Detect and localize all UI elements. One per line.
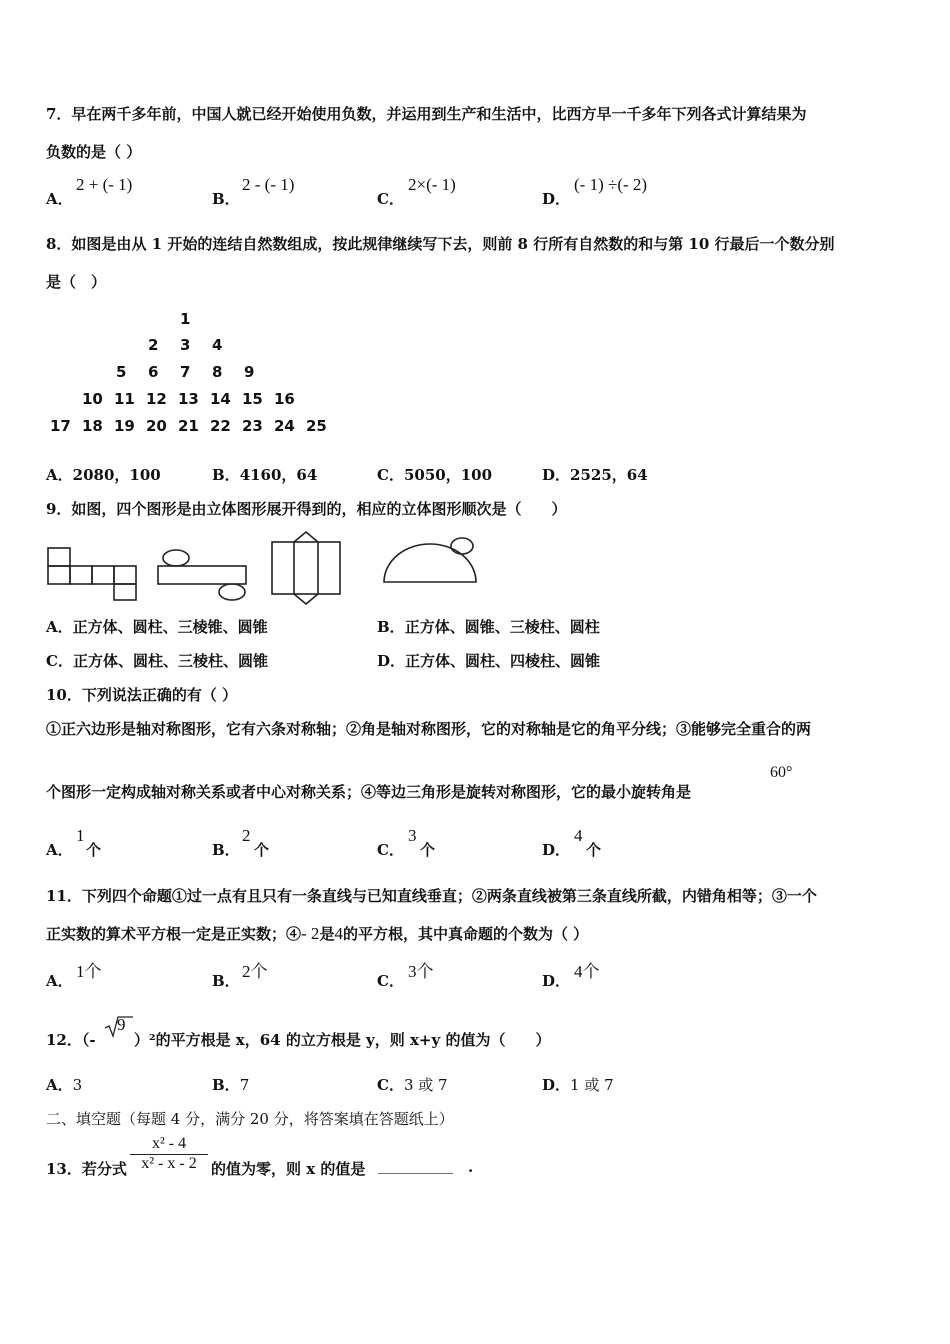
triangle-cell: 3 bbox=[180, 336, 191, 354]
q12-option-c: C．3 或 7 bbox=[377, 1076, 448, 1094]
q8-option-a: A．2080，100 bbox=[46, 466, 161, 484]
q12-radicand: 9 bbox=[117, 1015, 126, 1034]
q13-denominator: x² - x - 2 bbox=[130, 1154, 208, 1173]
q12-prefix: 12．（- bbox=[46, 1031, 96, 1049]
q10-option-c-num: 3 bbox=[408, 826, 417, 845]
q10-option-b-letter: B． bbox=[212, 841, 240, 859]
q11-option-d-text: 4个 bbox=[574, 962, 600, 981]
triangle-cell: 20 bbox=[146, 417, 167, 435]
q11-option-a-letter: A． bbox=[46, 972, 73, 990]
q11-option-a-text: 1个 bbox=[76, 962, 102, 981]
q10-statements-line1: ①正六边形是轴对称图形，它有六条对称轴；②角是轴对称图形，它的对称轴是它的角平分线；③能够完全重合的两 bbox=[46, 720, 812, 738]
q7-stem-line2: 负数的是（ ） bbox=[46, 143, 142, 161]
triangle-cell: 14 bbox=[210, 390, 231, 408]
q11-stem-line2: 正实数的算术平方根一定是正实数；④- 2是4的平方根，其中真命题的个数为（ ） bbox=[46, 924, 589, 943]
q13-suffix: 的值为零，则 x 的值是 bbox=[211, 1160, 366, 1178]
q7-option-b-expr: 2 - (- 1) bbox=[242, 175, 295, 194]
q10-option-a-num: 1 bbox=[76, 826, 85, 845]
q13-fraction bbox=[130, 1135, 208, 1173]
q10-option-a-letter: A． bbox=[46, 841, 73, 859]
q10-option-b-unit: 个 bbox=[254, 841, 270, 859]
triangle-cell: 21 bbox=[178, 417, 199, 435]
cone-net bbox=[384, 538, 476, 582]
triangle-cell: 22 bbox=[210, 417, 231, 435]
q10-option-d-letter: D． bbox=[542, 841, 571, 859]
triangle-cell: 25 bbox=[306, 417, 327, 435]
q8-stem-line1: 8．如图是由从 1 开始的连结自然数组成，按此规律继续写下去，则前 8 行所有自然数的和与第 10 行最后一个数分别 bbox=[46, 235, 835, 253]
triangle-cell: 18 bbox=[82, 417, 103, 435]
triangle-cell: 24 bbox=[274, 417, 295, 435]
q11-option-b-letter: B． bbox=[212, 972, 240, 990]
q10-option-d-unit: 个 bbox=[586, 841, 602, 859]
q7-option-a-letter: A． bbox=[46, 190, 73, 208]
q10-option-c-letter: C． bbox=[377, 841, 404, 859]
q13-prefix: 13．若分式 bbox=[46, 1160, 127, 1178]
q10-option-b-num: 2 bbox=[242, 826, 251, 845]
triangle-cell: 8 bbox=[212, 363, 223, 381]
q8-option-c: C．5050，100 bbox=[377, 466, 493, 484]
q11-option-d-letter: D． bbox=[542, 972, 571, 990]
triangle-cell: 4 bbox=[212, 336, 223, 354]
q11-option-c-letter: C． bbox=[377, 972, 404, 990]
triangle-cell: 2 bbox=[148, 336, 159, 354]
triangle-cell: 10 bbox=[82, 390, 103, 408]
q10-option-c-unit: 个 bbox=[420, 841, 436, 859]
triangle-cell: 5 bbox=[116, 363, 127, 381]
triangle-cell: 6 bbox=[148, 363, 159, 381]
triangle-cell: 19 bbox=[114, 417, 135, 435]
section2-title: 二、填空题（每题 4 分，满分 20 分，将答案填在答题纸上） bbox=[46, 1110, 454, 1128]
q12-option-b: B．7 bbox=[212, 1076, 250, 1094]
triangle-cell: 7 bbox=[180, 363, 191, 381]
q12-suffix: ）²的平方根是 x，64 的立方根是 y，则 x+y 的值为（ ） bbox=[134, 1031, 551, 1049]
q9-stem: 9．如图，四个图形是由立体图形展开得到的，相应的立体图形顺次是（ ） bbox=[46, 500, 567, 518]
q7-option-c-expr: 2×(- 1) bbox=[408, 175, 456, 194]
q7-option-c-letter: C． bbox=[377, 190, 404, 208]
q12-option-d: D．1 或 7 bbox=[542, 1076, 614, 1094]
q13-numerator: x² - 4 bbox=[151, 1135, 187, 1152]
triangle-cell: 13 bbox=[178, 390, 199, 408]
q12-option-a: A．3 bbox=[46, 1076, 83, 1094]
prism-net bbox=[272, 532, 340, 604]
q10-angle: 60° bbox=[770, 764, 793, 781]
q7-stem-line1: 7．早在两千多年前，中国人就已经开始使用负数，并运用到生产和生活中，比西方早一千多年下列各式计算结果为 bbox=[46, 105, 807, 123]
q11-stem-line1: 11．下列四个命题①过一点有且只有一条直线与已知直线垂直；②两条直线被第三条直线所截，内错角相等；③一个 bbox=[46, 887, 817, 905]
triangle-cell: 23 bbox=[242, 417, 263, 435]
triangle-cell: 16 bbox=[274, 390, 295, 408]
q13-end: . bbox=[468, 1158, 474, 1176]
triangle-cell: 11 bbox=[114, 390, 135, 408]
triangle-cell: 15 bbox=[242, 390, 263, 408]
net-figures bbox=[0, 530, 520, 605]
q11-option-c-text: 3个 bbox=[408, 962, 434, 981]
q9-option-b: B．正方体、圆锥、三棱柱、圆柱 bbox=[377, 618, 600, 636]
cylinder-net bbox=[158, 550, 246, 600]
triangle-cell: 17 bbox=[50, 417, 71, 435]
q9-option-a: A．正方体、圆柱、三棱锥、圆锥 bbox=[46, 618, 268, 636]
triangle-cell: 9 bbox=[244, 363, 255, 381]
q13-answer-blank[interactable]: __________ bbox=[378, 1156, 453, 1174]
q9-option-c: C．正方体、圆柱、三棱柱、圆锥 bbox=[46, 652, 268, 670]
q7-option-d-expr: (- 1) ÷(- 2) bbox=[574, 175, 648, 194]
q8-option-d: D．2525，64 bbox=[542, 466, 648, 484]
q7-option-b-letter: B． bbox=[212, 190, 240, 208]
q10-option-a-unit: 个 bbox=[86, 841, 102, 859]
q10-statements-line2: 个图形一定构成轴对称关系或者中心对称关系；④等边三角形是旋转对称图形，它的最小旋转角是 bbox=[46, 783, 692, 801]
q11-option-b-text: 2个 bbox=[242, 962, 268, 981]
q8-stem-line2: 是（ ） bbox=[46, 273, 107, 291]
q7-option-d-letter: D． bbox=[542, 190, 571, 208]
triangle-cell: 1 bbox=[180, 310, 191, 328]
triangle-cell: 12 bbox=[146, 390, 167, 408]
q7-option-a-expr: 2 + (- 1) bbox=[76, 175, 133, 194]
cube-net bbox=[48, 548, 136, 600]
q8-option-b: B．4160，64 bbox=[212, 466, 318, 484]
q10-option-d-num: 4 bbox=[574, 826, 583, 845]
q9-option-d: D．正方体、圆柱、四棱柱、圆锥 bbox=[377, 652, 601, 670]
q10-stem: 10．下列说法正确的有（ ） bbox=[46, 686, 238, 704]
